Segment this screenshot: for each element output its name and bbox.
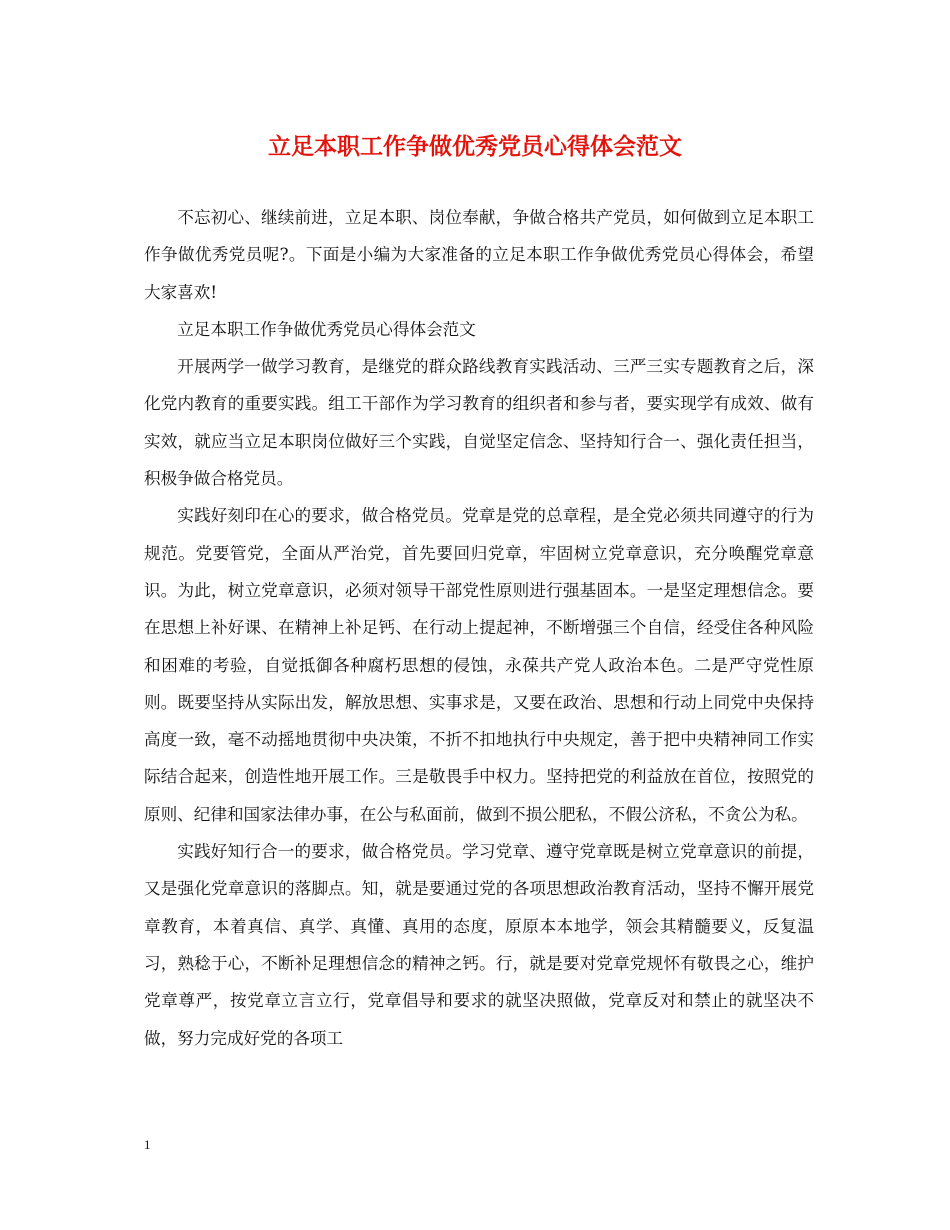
document-body (144, 199, 814, 1057)
paragraph-2: 实践好刻印在心的要求，做合格党员。党章是党的总章程，是全党必须共同遵守的行为规范。党要管党，全面从严治党，首先要回归党章，牢固树立党章意识，充分唤醒党章意识。为此，树立党章意识，必须对领导干部党性原则进行强基固本。一是坚定理想信念。要在思想上补好课、在精神上补足钙、在行动上提起神，不断增强三个自信，经受住各种风险和困难的考验，自觉抵御各种腐朽思想的侵蚀，永葆共产党人政治本色。二是严守党性原则。既要坚持从实际出发，解放思想、实事求是，又要在政治、思想和行动上同党中央保持高度一致，毫不动摇地贯彻中央决策，不折不扣地执行中央规定，善于把中央精神同工作实际结合起来，创造性地开展工作。三是敬畏手中权力。坚持把党的利益放在首位，按照党的原则、纪律和国家法律办事，在公与私面前，做到不损公肥私，不假公济私，不贪公为私。 (144, 506, 814, 824)
paragraph-subtitle: 立足本职工作争做优秀党员心得体会范文 (177, 319, 476, 339)
paragraph-intro: 不忘初心、继续前进，立足本职、岗位奉献，争做合格共产党员，如何做到立足本职工作争做优秀党员呢?。下面是小编为大家准备的立足本职工作争做优秀党员心得体会，希望大家喜欢! (144, 208, 814, 302)
paragraph-1: 开展两学一做学习教育，是继党的群众路线教育实践活动、三严三实专题教育之后，深化党内教育的重要实践。组工干部作为学习教育的组织者和参与者，要实现学有成效、做有实效，就应当立足本职岗位做好三个实践，自觉坚定信念、坚持知行合一、强化责任担当，积极争做合格党员。 (144, 357, 814, 489)
document-title: 立足本职工作争做优秀党员心得体会范文 (268, 133, 682, 160)
paragraph-3: 实践好知行合一的要求，做合格党员。学习党章、遵守党章既是树立党章意识的前提，又是强化党章意识的落脚点。知，就是要通过党的各项思想政治教育活动，坚持不懈开展党章教育，本着真信、真学、真懂、真用的态度，原原本本地学，领会其精髓要义，反复温习，熟稔于心，不断补足理想信念的精神之钙。行，就是要对党章党规怀有敬畏之心，维护党章尊严，按党章立言立行，党章倡导和要求的就坚决照做，党章反对和禁止的就坚决不做，努力完成好党的各项工 (144, 842, 814, 1048)
page-number: 1 (144, 1137, 151, 1152)
